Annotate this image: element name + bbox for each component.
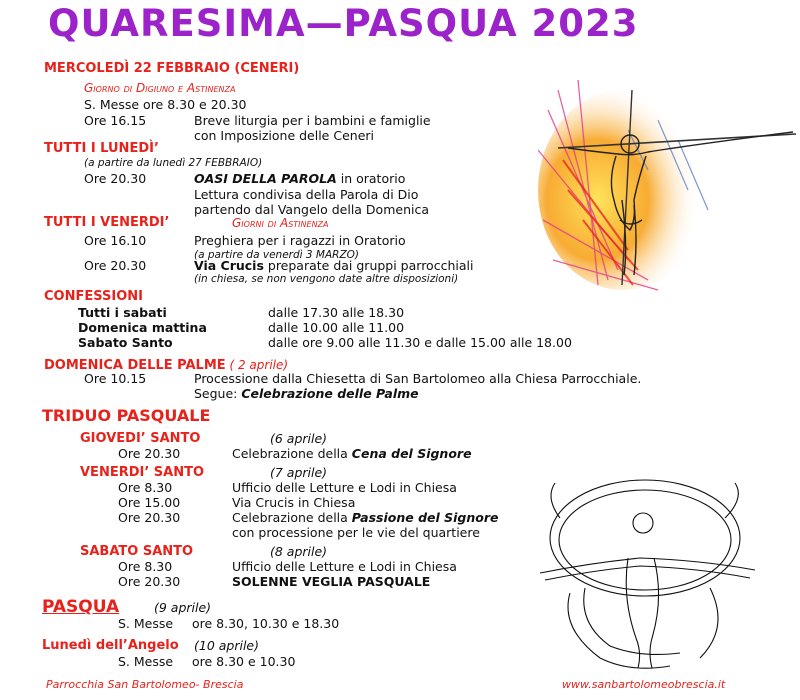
venerdi-note-2: (in chiesa, se non vengono date altre disposizioni) <box>194 273 459 285</box>
sabato-santo-date: (8 aprile) <box>270 544 328 559</box>
sabato-santo-desc-2: SOLENNE VEGLIA PASQUALE <box>232 574 431 589</box>
sabato-santo-desc-1: Ufficio delle Letture e Lodi in Chiesa <box>232 559 457 574</box>
venerdi-santo-desc-3-text: Celebrazione della <box>232 510 352 525</box>
pasqua-label: S. Messe <box>118 616 174 631</box>
section-heading-lunedi: TUTTI I LUNEDÌ’ <box>44 141 159 156</box>
lunedi-title-rest: in oratorio <box>336 171 406 186</box>
palme-segue <box>194 386 419 401</box>
confessioni-label-1: Tutti i sabati <box>78 305 167 320</box>
palme-time: Ore 10.15 <box>84 371 147 386</box>
palme-date: ( 2 aprile) <box>225 358 289 372</box>
venerdi-santo-desc-3b: con processione per le vie del quartiere <box>232 525 480 540</box>
palme-desc: Processione dalla Chiesetta di San Bartolomeo alla Chiesa Parrocchiale. <box>194 371 642 386</box>
lunedi-desc-1: Lettura condivisa della Parola di Dio <box>194 187 419 202</box>
venerdi-subtitle: Giorni di Astinenza <box>232 216 329 230</box>
venerdi-santo-heading: VENERDI’ SANTO <box>80 465 205 480</box>
section-heading-triduo: TRIDUO PASQUALE <box>42 406 211 425</box>
venerdi-desc-1: Preghiera per i ragazzi in Oratorio <box>194 233 406 248</box>
section-heading-venerdi: TUTTI I VENERDI’ <box>44 215 170 230</box>
page-title: QUARESIMA—PASQUA 2023 <box>48 2 639 45</box>
confessioni-label-3: Sabato Santo <box>78 335 173 350</box>
venerdi-santo-time-3: Ore 20.30 <box>118 510 181 525</box>
section-heading-ceneri: MERCOLEDÌ 22 FEBBRAIO (CENERI) <box>44 61 300 76</box>
angelo-date: (10 aprile) <box>194 638 260 653</box>
section-heading-confessioni: CONFESSIONI <box>44 289 143 304</box>
palme-segue-bold: Celebrazione delle Palme <box>241 386 419 401</box>
crucifix-illustration <box>538 70 800 295</box>
angelo-times: ore 8.30 e 10.30 <box>192 654 296 669</box>
venerdi-santo-desc-3 <box>232 510 499 525</box>
venerdi-time-1: Ore 16.10 <box>84 233 147 248</box>
venerdi-santo-time-2: Ore 15.00 <box>118 495 181 510</box>
giovedi-time: Ore 20.30 <box>118 446 181 461</box>
venerdi-desc-2 <box>194 258 473 273</box>
venerdi-time-2: Ore 20.30 <box>84 258 147 273</box>
lunedi-title <box>194 171 405 186</box>
giovedi-heading: GIOVEDI’ SANTO <box>80 431 201 446</box>
lunedi-time: Ore 20.30 <box>84 171 147 186</box>
palme-heading: DOMENICA DELLE PALME <box>44 358 226 373</box>
confessioni-value-1: dalle 17.30 alle 18.30 <box>268 305 405 320</box>
ceneri-desc-2: con Imposizione delle Ceneri <box>194 128 374 143</box>
venerdi-santo-date: (7 aprile) <box>270 465 328 480</box>
risen-christ-illustration <box>530 478 770 673</box>
pasqua-times: ore 8.30, 10.30 e 18.30 <box>192 616 340 631</box>
confessioni-value-2: dalle 10.00 alle 11.00 <box>268 320 405 335</box>
confessioni-value-3: dalle ore 9.00 alle 11.30 e dalle 15.00 alle 18.00 <box>268 335 572 350</box>
palme-segue-label: Segue: <box>194 386 242 401</box>
angelo-label: S. Messe <box>118 654 174 669</box>
lunedi-title-bold: OASI DELLA PAROLA <box>194 171 337 186</box>
ceneri-desc: Breve liturgia per i bambini e famiglie <box>194 113 431 128</box>
venerdi-santo-time-1: Ore 8.30 <box>118 480 173 495</box>
venerdi-note-1: (a partire da venerdì 3 MARZO) <box>194 249 360 261</box>
giovedi-desc-bold: Cena del Signore <box>351 446 472 461</box>
ceneri-masses: S. Messe ore 8.30 e 20.30 <box>84 97 247 112</box>
sabato-santo-time-2: Ore 20.30 <box>118 574 181 589</box>
lunedi-note: (a partire da lunedì 27 FEBBRAIO) <box>84 157 263 169</box>
venerdi-santo-desc-3-bold: Passione del Signore <box>351 510 499 525</box>
pasqua-date: (9 aprile) <box>154 600 212 615</box>
venerdi-santo-desc-1: Ufficio delle Letture e Lodi in Chiesa <box>232 480 457 495</box>
via-crucis-rest: preparate dai gruppi parrocchiali <box>263 258 474 273</box>
ceneri-time: Ore 16.15 <box>84 113 147 128</box>
lunedi-desc-2: partendo dal Vangelo della Domenica <box>194 202 429 217</box>
venerdi-santo-desc-2: Via Crucis in Chiesa <box>232 495 356 510</box>
giovedi-desc <box>232 446 472 461</box>
giovedi-desc-text: Celebrazione della <box>232 446 352 461</box>
sabato-santo-heading: SABATO SANTO <box>80 544 194 559</box>
sabato-santo-time-1: Ore 8.30 <box>118 559 173 574</box>
pasqua-heading: PASQUA <box>42 597 120 617</box>
ceneri-subtitle: Giorno di Digiuno e Astinenza <box>84 81 236 95</box>
giovedi-date: (6 aprile) <box>270 431 328 446</box>
angelo-heading: Lunedì dell’Angelo <box>42 638 179 653</box>
footer-website[interactable]: www.sanbartolomeobrescia.it <box>562 678 726 691</box>
confessioni-label-2: Domenica mattina <box>78 320 207 335</box>
footer-parish: Parrocchia San Bartolomeo- Brescia <box>46 678 244 691</box>
via-crucis-bold: Via Crucis <box>194 258 264 273</box>
